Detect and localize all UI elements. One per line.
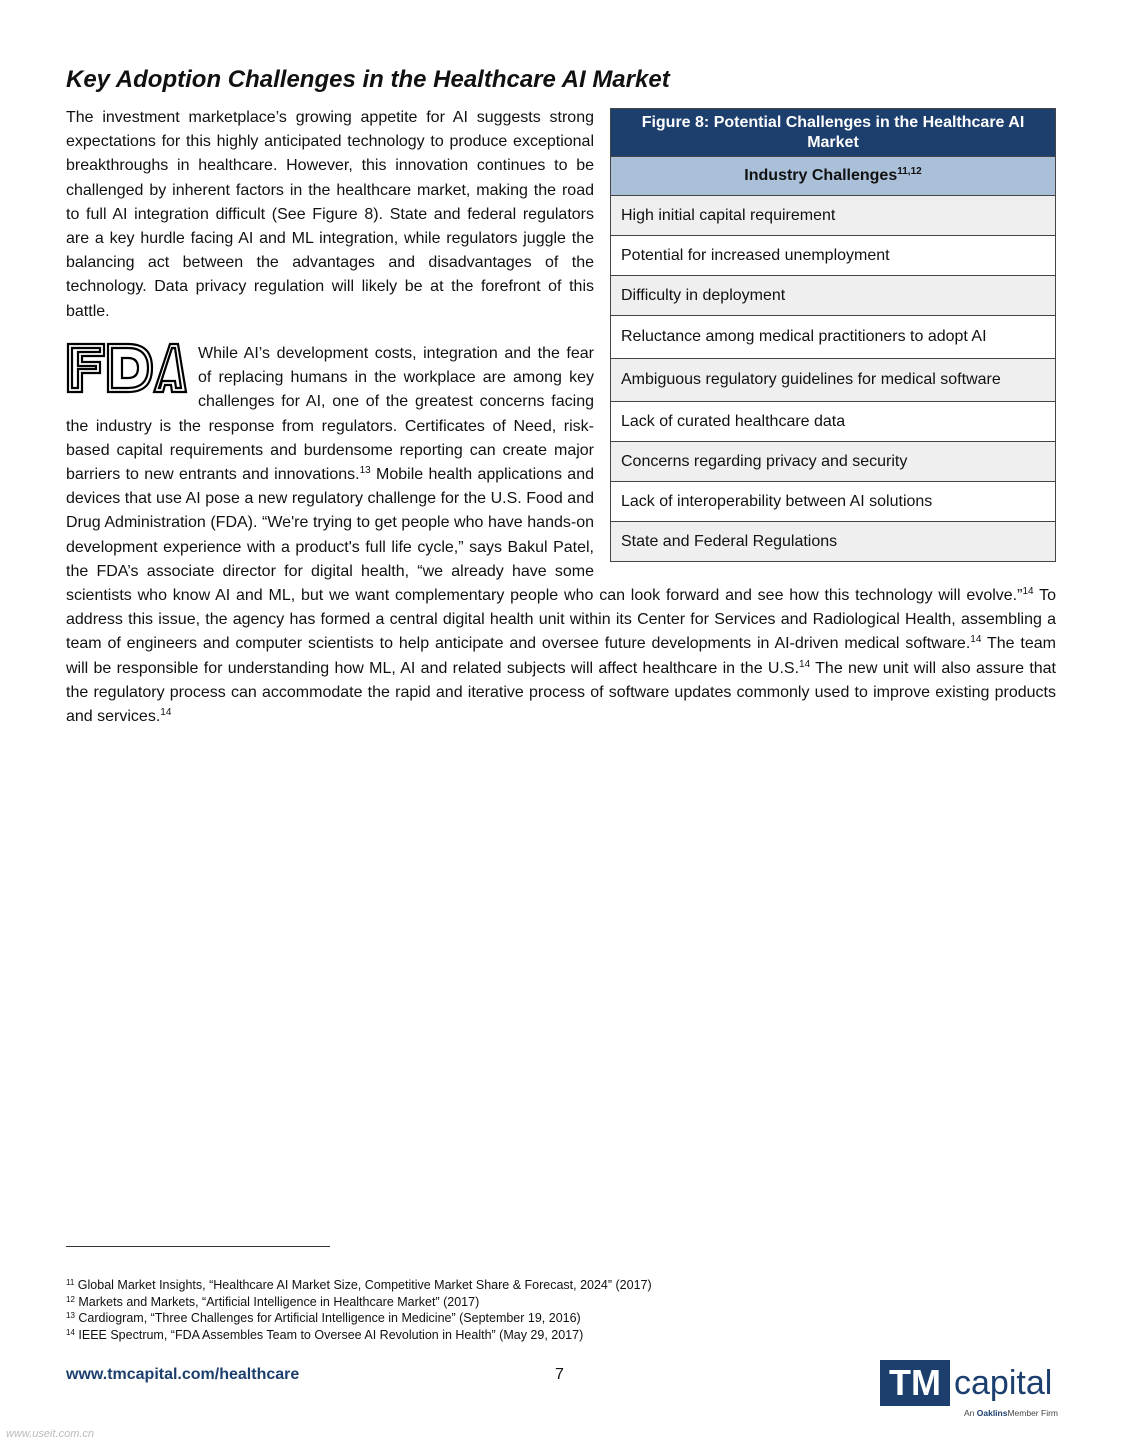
footnotes [66,1277,652,1343]
tm-capital-logo [880,1358,1058,1422]
table-header-refs: 11,12 [897,166,922,177]
table-row: Reluctance among medical practitioners to adopt AI [611,316,1056,359]
intro-paragraph: The investment marketplace’s growing appetite for AI suggests strong expectations for this highly anticipated technology to produce exceptional breakthroughs in healthcare. However, this innovation continues to be challenged by inherent factors in the healthcare market, making the road to full AI integration difficult (See Figure 8). State and federal regulators are a key hurdle facing AI and ML integration, while regulators juggle the balancing act between the advantages and disadvantages of the technology. Data privacy regulation will likely be at the forefront of this battle. [66,109,594,320]
figure-caption: Figure 8: Potential Challenges in the Healthcare AI Market [611,109,1056,157]
footnote-divider [66,1246,330,1247]
svg-text:FDA: FDA [66,342,68,343]
logo-tm: TM [880,1360,950,1406]
table-row: High initial capital requirement [611,196,1056,236]
footnote-ref: 14 [1022,586,1034,598]
fda-logo [66,342,188,398]
fda-logo-icon [66,342,188,394]
table-header-label: Industry Challenges [744,167,898,184]
footer-url-link[interactable]: www.tmcapital.com/healthcare [66,1366,300,1383]
page-number: 7 [555,1366,564,1383]
fda-text-part5: The new unit will also assure that the regulatory process can accommodate the rapid and iterative process of software updates commonly used to improve existing products and services. [66,659,1057,726]
table-row: Lack of curated healthcare data [611,402,1056,442]
table-row: State and Federal Regulations [611,522,1056,562]
watermark: www.useit.com.cn [6,1428,95,1440]
table-row: Difficulty in deployment [611,276,1056,316]
table-row: Ambiguous regulatory guidelines for medical software [611,359,1056,402]
logo-capital: capital [954,1364,1053,1402]
fda-text-part1: While AI’s development costs, integration and the fear of replacing humans in the workplace are among key challenges for AI, one of the greatest concerns facing the industry is the response from regulators. Certificates of Need, risk-based capital requirements and burdensome reporting can create major barriers to new entrants and innovations. [66,345,594,484]
footnote-ref: 13 [359,465,371,477]
table-row: Potential for increased unemployment [611,236,1056,276]
footnote-item: $^{12}$ Markets and Markets, “Artificial Intelligence in Healthcare Market” (2017) [66,1294,480,1309]
table-row: Lack of interoperability between AI solutions [611,482,1056,522]
fda-text-part3: To address this issue, the agency has formed a central digital health unit within its Center for Services and Radiological Health, assembling a team of engineers and computer scientists to help anticipate and oversee future developments in AI-driven medical software. [66,587,1057,653]
page-title: Key Adoption Challenges in the Healthcare AI Market [66,66,670,93]
table-wrap-spacer [594,342,1056,560]
table-header [611,157,1056,196]
footnote-item: $^{11}$ Global Market Insights, “Healthcare AI Market Size, Competitive Market Share & Forecast, 2024” (2017) [66,1278,652,1292]
fda-text-part4: The team will be responsible for understanding how ML, AI and related subjects will affect healthcare in the U.S. [66,635,1056,677]
footnote-item: $^{13}$ Cardiogram, “Three Challenges for Artificial Intelligence in Medicine” (September 19, 2016) [66,1311,581,1325]
table-row: Concerns regarding privacy and security [611,442,1056,482]
footnote-ref: 14 [799,658,811,670]
footnote-ref: 14 [970,634,982,646]
footnote-ref: 14 [160,707,172,719]
fda-text-part2: Mobile health applications and devices that use AI pose a new regulatory challenge for the U.S. Food and Drug Administration (FDA). “We're trying to get people who have hands-on development experience with a product's full life cycle,” says Bakul Patel, the FDA’s associate director for digital health, “we already have some scientists who know AI and ML, but we want complementary people who can look forward and see how this technology will evolve.” [66,466,1023,605]
footnote-item: $^{14}$ IEEE Spectrum, “FDA Assembles Team to Oversee AI Revolution in Health” (May 29, 2017) [66,1327,584,1342]
fda-paragraph [66,342,1056,729]
logo-member-line: An OaklinsMember Firm [963,1408,1058,1418]
